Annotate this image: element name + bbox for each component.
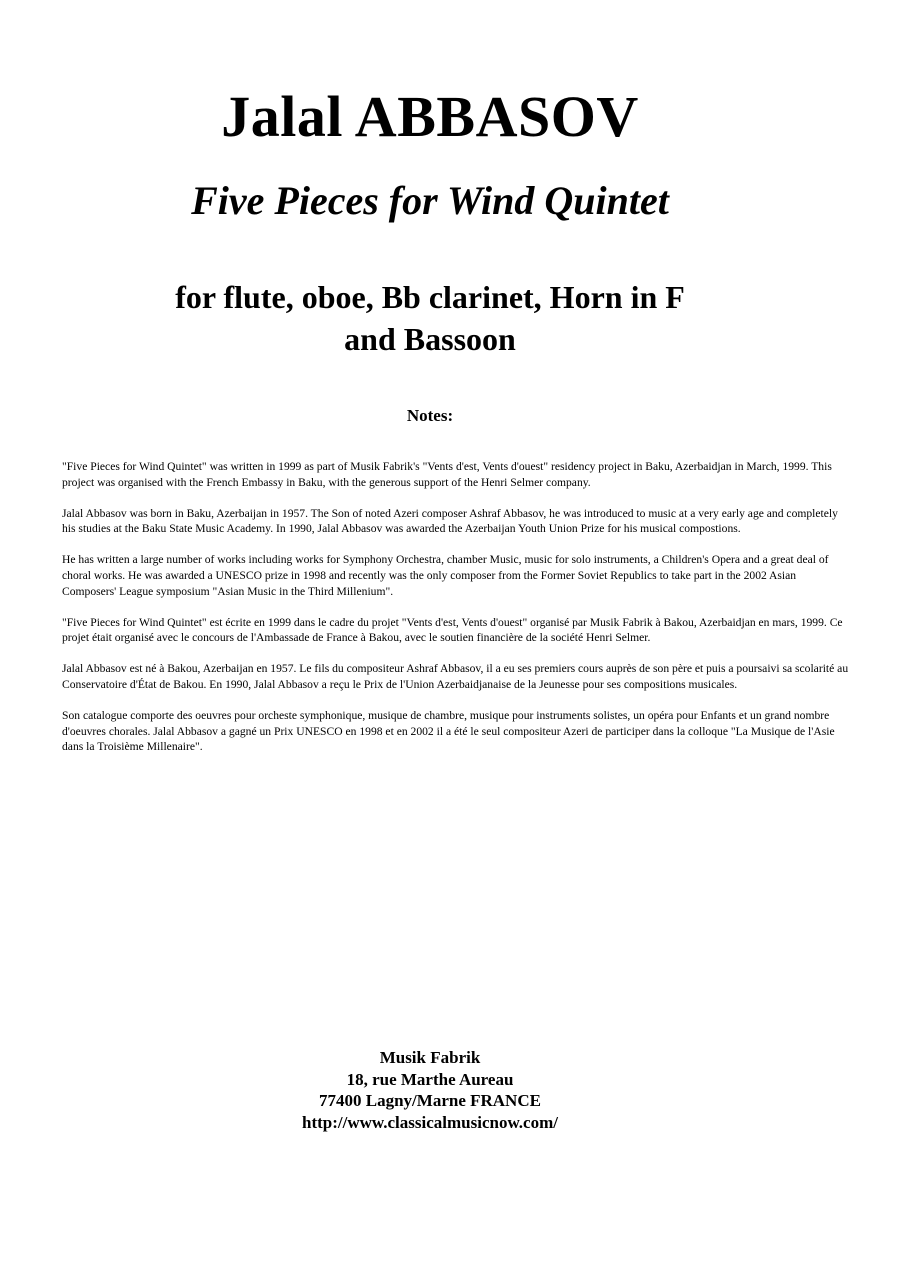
publisher-address-block	[0, 1047, 860, 1133]
notes-heading: Notes:	[406, 406, 454, 425]
notes-paragraph-french-3: Son catalogue comporte des oeuvres pour orcheste symphonique, musique de chambre, musique pour instruments solistes, un opéra pour Enfants et un grand nombre d'oeuvres chorales. Jalal Abbasov a gagné un Prix UNESCO en 1998 et en 2002 il a été le seul compositeur Azeri de participer dans la colloque "La Musique de l'Asie dans la Troisième Millenaire".	[62, 709, 835, 754]
instrumentation-line-1: for flute, oboe, Bb clarinet, Horn in F	[175, 279, 685, 315]
publisher-city: 77400 Lagny/Marne FRANCE	[319, 1091, 541, 1110]
notes-paragraph-english-1: "Five Pieces for Wind Quintet" was written in 1999 as part of Musik Fabrik's "Vents d'est, Vents d'ouest" residency project in Baku, Azerbaidjan in March, 1999. This project was organised with the French Embassy in Baku, with the generous support of the Henri Selmer company.	[62, 460, 832, 489]
work-title: Five Pieces for Wind Quintet	[191, 178, 669, 223]
publisher-name: Musik Fabrik	[379, 1048, 481, 1067]
instrumentation-line-2: and Bassoon	[344, 321, 516, 357]
notes-body	[62, 459, 852, 770]
composer-name: Jalal ABBASOV	[221, 84, 639, 149]
notes-paragraph-english-2: Jalal Abbasov was born in Baku, Azerbaijan in 1957. The Son of noted Azeri composer Ashraf Abbasov, he was introduced to music at a very early age and completely his studies at the Baku State Music Academy. In 1990, Jalal Abbasov was awarded the Azerbaijan Youth Union Prize for his musical compostions.	[62, 506, 838, 536]
notes-paragraph-french-1: "Five Pieces for Wind Quintet" est écrite en 1999 dans le cadre du projet "Vents d'est, Vents d'ouest" organisé par Musik Fabrik à Bakou, Azerbaidjan en mars, 1999. Ce projet était organisé avec le concours de l'Ambassade de France à Bakou, avec le soutien financière de la société Henri Selmer.	[62, 615, 843, 645]
publisher-url: http://www.classicalmusicnow.com/	[302, 1112, 558, 1132]
notes-paragraph-french-2: Jalal Abbasov est né à Bakou, Azerbaijan en 1957. Le fils du compositeur Ashraf Abbasov, il a eu ses premiers cours auprès de son père et puis a poursaivi sa scolarité au Conservatoire d'État de Bakou. En 1990, Jalal Abbasov a reçu le Prix de l'Union Azerbaidjanaise de la Jeunesse pour ses compositions musicales.	[62, 662, 849, 691]
publisher-street: 18, rue Marthe Aureau	[346, 1069, 514, 1089]
notes-paragraph-english-3: He has written a large number of works including works for Symphony Orchestra, chamber Music, music for solo instruments, a Children's Opera and a great deal of choral works. He was awarded a UNESCO prize in 1998 and recently was the only composer from the Former Soviet Republics to take part in the 2002 Asian Composers' League symposium "Asian Music in the Third Millenium".	[62, 553, 829, 598]
instrumentation	[0, 276, 860, 360]
